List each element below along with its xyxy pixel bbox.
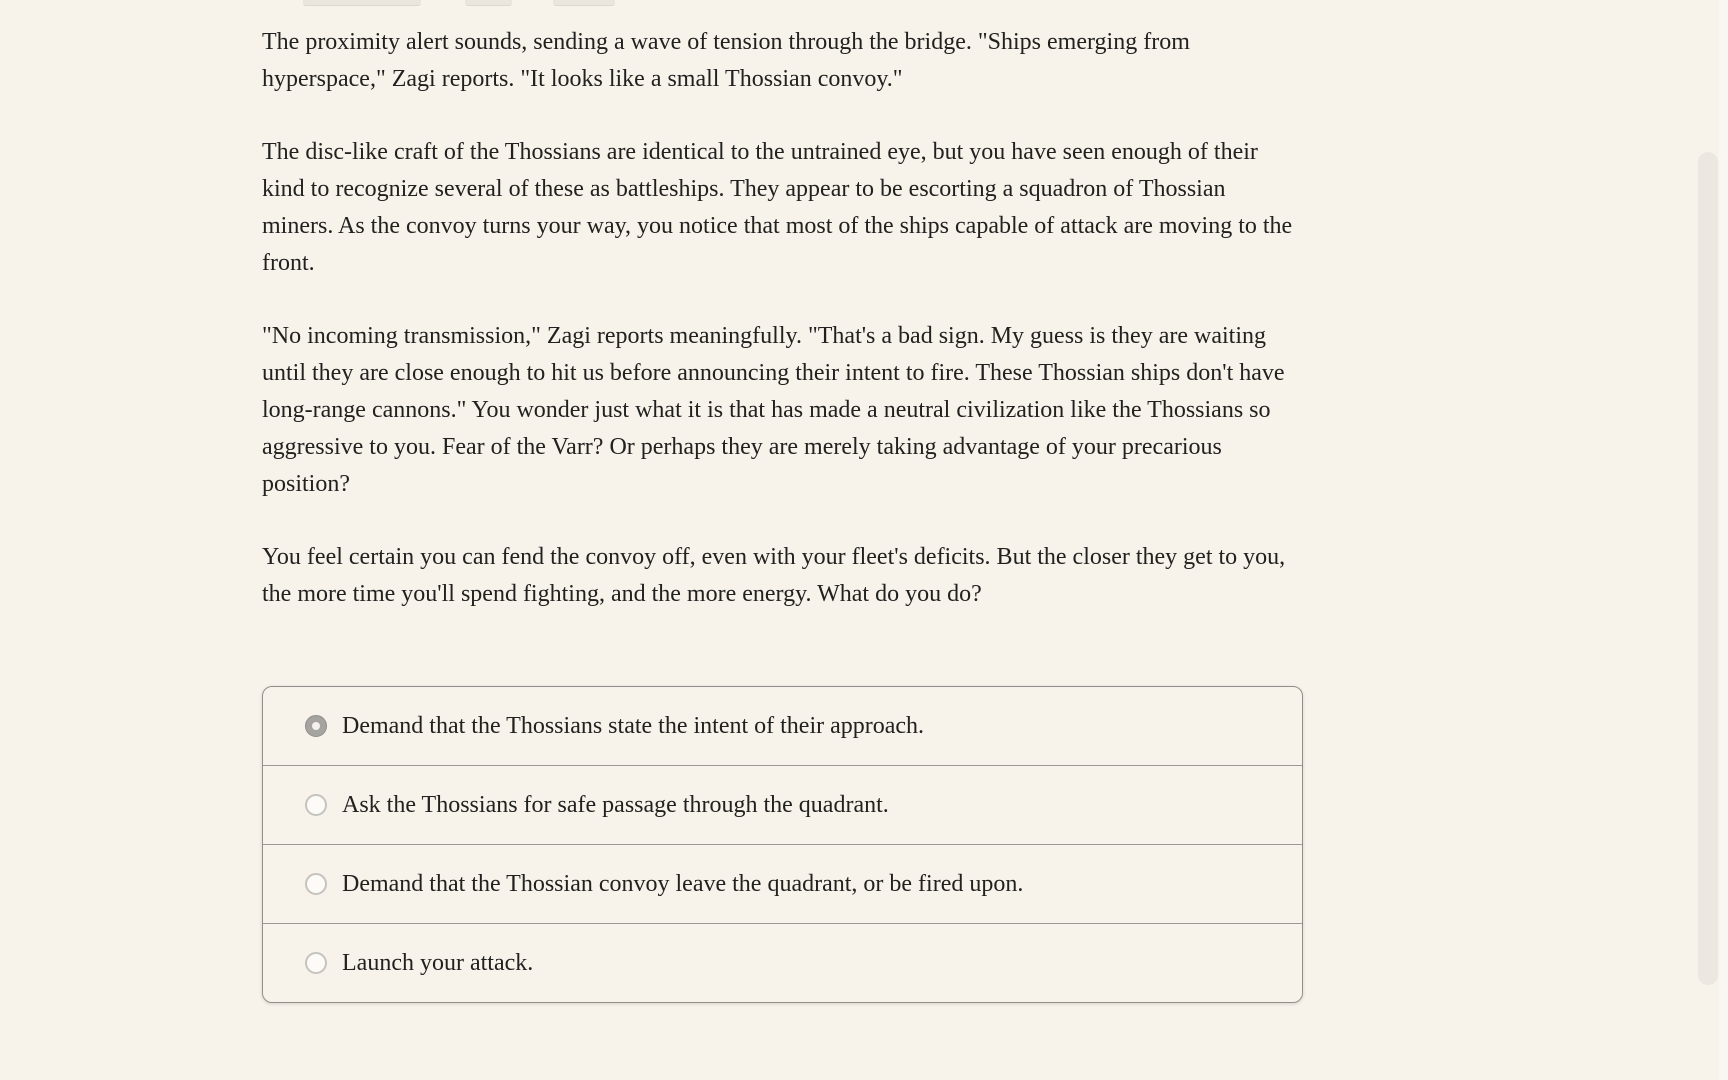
choice-list [262,686,1303,1003]
cutoff-header-button-1[interactable] [303,0,421,6]
radio-button-icon[interactable] [305,952,327,974]
radio-button-icon[interactable] [305,794,327,816]
story-paragraph: The proximity alert sounds, sending a wave of tension through the bridge. "Ships emerging from hyperspace," Zagi reports. "It looks like a small Thossian convoy." [262,29,1190,92]
choice-option-4[interactable] [263,923,1302,1002]
scrollbar-track[interactable] [1719,0,1728,1080]
radio-button-selected-icon[interactable] [305,715,327,737]
cutoff-header-button-2[interactable] [465,0,512,6]
scrollbar-thumb[interactable] [1698,152,1718,985]
choice-option-1[interactable] [263,687,1302,765]
choice-option-label[interactable]: Ask the Thossians for safe passage through the quadrant. [342,792,889,818]
cutoff-header-button-3[interactable] [553,0,615,6]
choice-option-label[interactable]: Launch your attack. [342,950,534,976]
story-paragraph: "No incoming transmission," Zagi reports meaningfully. "That's a bad sign. My guess is they are waiting until they are close enough to hit us before announcing their intent to fire. These Thossian ships don't have long-range cannons." You wonder just what it is that has made a neutral civilization like the Thossians so aggressive to you. Fear of the Varr? Or perhaps they are merely taking advantage of your precarious position? [262,323,1285,497]
radio-button-icon[interactable] [305,873,327,895]
story-paragraph: You feel certain you can fend the convoy off, even with your fleet's deficits. But the closer they get to you, the more time you'll spend fighting, and the more energy. What do you do? [262,544,1286,607]
story-text-column [262,24,1302,1003]
choice-option-label[interactable]: Demand that the Thossian convoy leave the quadrant, or be fired upon. [342,871,1024,897]
choice-option-label[interactable]: Demand that the Thossians state the intent of their approach. [342,713,925,739]
choice-option-2[interactable] [263,765,1302,844]
story-paragraph: The disc-like craft of the Thossians are identical to the untrained eye, but you have seen enough of their kind to recognize several of these as battleships. They appear to be escorting a squadron of Thossian miners. As the convoy turns your way, you notice that most of the ships capable of attack are moving to the front. [262,139,1293,276]
choice-option-3[interactable] [263,844,1302,923]
